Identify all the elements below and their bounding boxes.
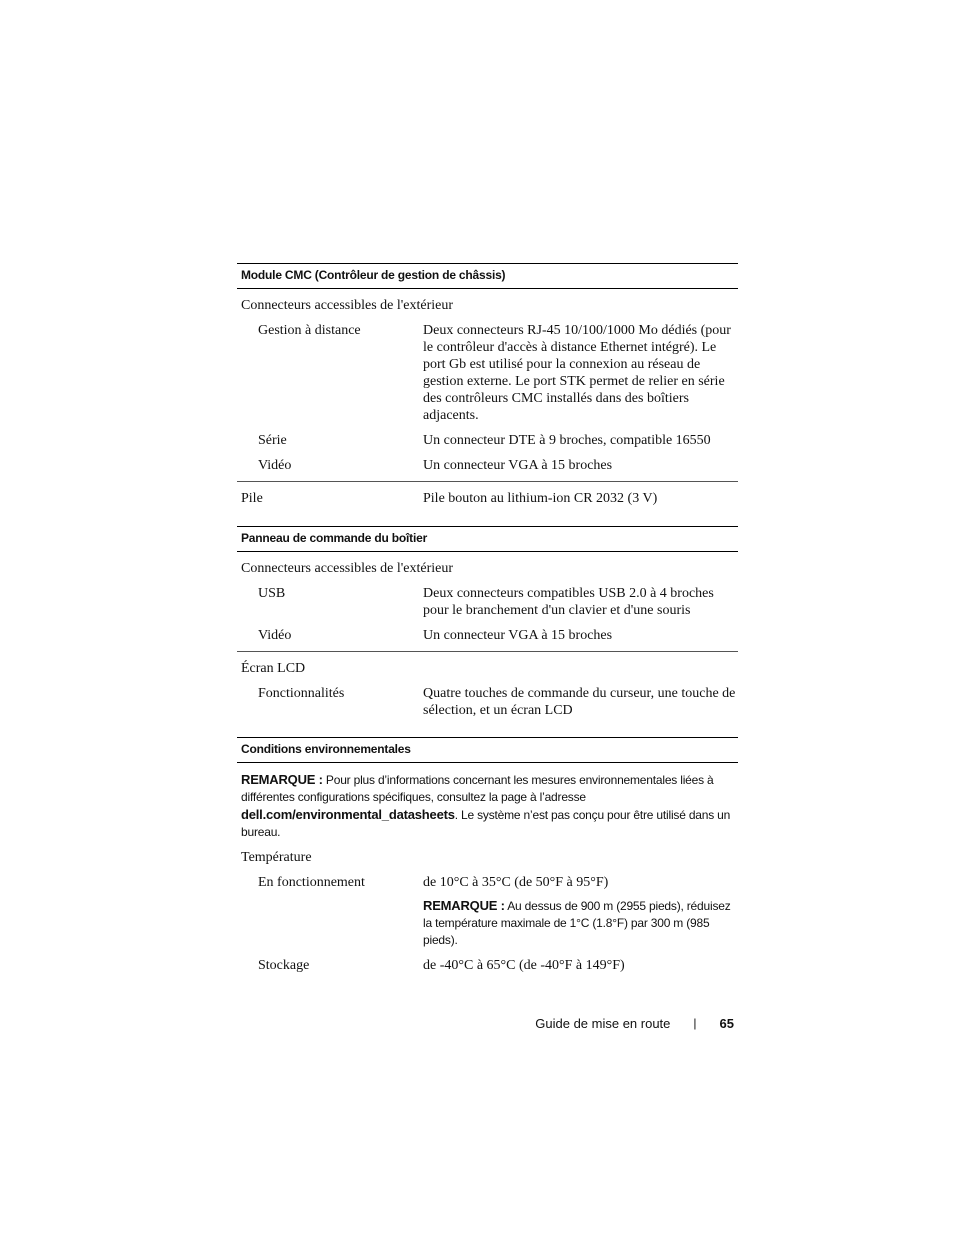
guide-title: Guide de mise en route	[535, 1016, 671, 1031]
footer-separator: |	[693, 1016, 697, 1030]
external-connectors-label: Connecteurs accessibles de l'extérieur	[241, 561, 454, 576]
row-lcd	[237, 660, 738, 677]
features-label: Fonctionnalités	[258, 686, 345, 701]
section-title-cmc: Module CMC (Contrôleur de gestion de châssis)	[237, 263, 738, 289]
serial-value: Un connecteur DTE à 9 broches, compatible 16550	[423, 433, 711, 448]
external-connectors-label: Connecteurs accessibles de l'extérieur	[241, 298, 454, 313]
note-text-2: . Le système n’est pas conçu pour être utilisé dans un bureau.	[241, 808, 731, 839]
battery-value: Pile bouton au lithium-ion CR 2032 (3 V)	[423, 491, 658, 506]
row-video-cmc	[237, 457, 738, 474]
remote-management-value: Deux connecteurs RJ-45 10/100/1000 Mo dédiés (pour le contrôleur d'accès à distance Ethernet intégré). Le port Gb est utilisé pour la connexion au réseau de gestion externe. Le port STK permet de relier en série des contrôleurs CMC installés dans des boîtiers adjacents.	[423, 323, 731, 423]
section-title-env: Conditions environnementales	[237, 737, 738, 763]
note-text-1: Pour plus d’informations concernant les mesures environnementales liées à différentes configurations spécifiques, consultez la page à l’adresse	[241, 773, 714, 804]
storage-value: de -40°C à 65°C (de -40°F à 149°F)	[423, 958, 625, 973]
video-label: Vidéo	[258, 628, 292, 643]
row-usb	[237, 585, 738, 619]
page-number: 65	[719, 1016, 734, 1031]
video-label: Vidéo	[258, 458, 292, 473]
temperature-label: Température	[241, 850, 312, 865]
operating-note-text: Au dessus de 900 m (2955 pieds), réduisez la température maximale de 1°C (1.8°F) par 300 m (985 pieds).	[423, 899, 731, 947]
row-operating	[237, 874, 738, 891]
row-storage	[237, 957, 738, 974]
environment-note	[237, 771, 738, 841]
page-footer	[535, 1015, 734, 1032]
row-serial	[237, 432, 738, 449]
row-remote-management	[237, 322, 738, 424]
datasheets-link[interactable]: dell.com/environmental_datasheets	[241, 807, 455, 822]
section-title-panel: Panneau de commande du boîtier	[237, 526, 738, 552]
row-external-connectors-panel	[237, 560, 738, 577]
row-features	[237, 685, 738, 719]
video-value: Un connecteur VGA à 15 broches	[423, 458, 613, 473]
storage-label: Stockage	[258, 958, 310, 973]
spec-table	[237, 263, 738, 974]
usb-label: USB	[258, 586, 286, 601]
operating-label: En fonctionnement	[258, 875, 365, 890]
note-label: REMARQUE :	[423, 898, 505, 913]
row-video-panel	[237, 627, 738, 644]
operating-value: de 10°C à 35°C (de 50°F à 95°F)	[423, 875, 609, 890]
usb-value: Deux connecteurs compatibles USB 2.0 à 4 broches pour le branchement d'un clavier et d'une souris	[423, 586, 714, 618]
remote-management-label: Gestion à distance	[258, 323, 361, 338]
video-value: Un connecteur VGA à 15 broches	[423, 628, 613, 643]
lcd-label: Écran LCD	[241, 661, 306, 676]
row-temperature	[237, 849, 738, 866]
row-battery	[237, 490, 738, 507]
battery-label: Pile	[241, 491, 263, 506]
operating-note	[423, 897, 733, 949]
features-value: Quatre touches de commande du curseur, une touche de sélection, et un écran LCD	[423, 686, 736, 718]
row-external-connectors-cmc	[237, 297, 738, 314]
note-label: REMARQUE :	[241, 772, 323, 787]
serial-label: Série	[258, 433, 287, 448]
